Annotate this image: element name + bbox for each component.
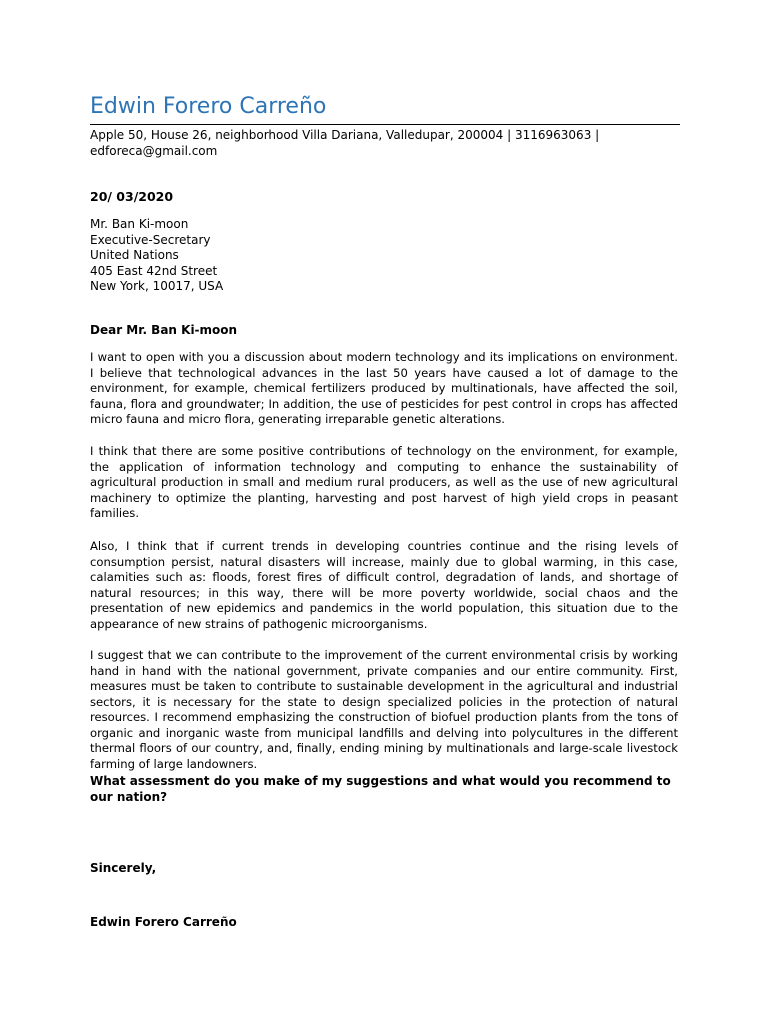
closing-question: What assessment do you make of my suggestions and what would you recommend to our nation? (90, 774, 671, 804)
closing-phrase: Sincerely, (90, 861, 157, 875)
recipient-street: 405 East 42nd Street (90, 263, 218, 278)
letter-header (90, 92, 680, 159)
recipient-city: New York, 10017, USA (90, 279, 224, 293)
letter-date: 20/ 03/2020 (90, 189, 174, 204)
sender-contact (90, 127, 680, 159)
body-paragraph-2: I think that there are some positive contributions of technology on the environment, for example, the application of information technology and computing to enhance the sustainability of agricultural production in small and medium rural producers, as well as the use of new agricultural machinery to optimize the planting, harvesting and post harvest of high yield crops in peasant families. (90, 444, 678, 520)
recipient-title: Executive-Secretary (90, 232, 211, 247)
body-paragraph-4: I suggest that we can contribute to the improvement of the current environmental crisis by working hand in hand with the national government, private companies and our entire community. First, measures must be taken to contribute to sustainable development in the agricultural and industrial sectors, it is necessary for the state to design specialized policies in the protection of natural resources. I recommend emphasizing the construction of biofuel production plants from the tons of organic and inorganic waste from municipal landfills and delving into polycultures in the different thermal floors of our country, and, finally, ending mining by multinationals and large-scale livestock farming of large landowners. (90, 648, 678, 771)
recipient-organization: United Nations (90, 248, 179, 262)
sender-contact-address: Apple 50, House 26, neighborhood Villa Dariana, Valledupar, 200004 | 3116963063 | (90, 128, 600, 142)
salutation: Dear Mr. Ban Ki-moon (90, 323, 238, 337)
body-paragraph-1: I want to open with you a discussion about modern technology and its implications on environment. I believe that technological advances in the last 50 years have caused a lot of damage to the environment, for example, chemical fertilizers produced by multinationals, have affected the soil, fauna, flora and groundwater; In addition, the use of pesticides for pest control in crops has affected micro fauna and micro flora, generating irreparable genetic alterations. (90, 350, 678, 426)
recipient-block (90, 217, 223, 295)
recipient-name: Mr. Ban Ki-moon (90, 217, 189, 231)
sender-contact-email: edforeca@gmail.com (90, 144, 218, 158)
body-paragraph-3: Also, I think that if current trends in developing countries continue and the rising levels of consumption persist, natural disasters will increase, mainly due to global warming, in this case, calamities such as: floods, forest fires of difficult control, degradation of lands, and shortage of natural resources; in this way, there will be more poverty worldwide, social chaos and the presentation of new epidemics and pandemics in the world population, this situation due to the appearance of new strains of pathogenic microorganisms. (90, 539, 678, 631)
signature-name: Edwin Forero Carreño (90, 915, 237, 929)
sender-name-heading: Edwin Forero Carreño (90, 92, 680, 125)
